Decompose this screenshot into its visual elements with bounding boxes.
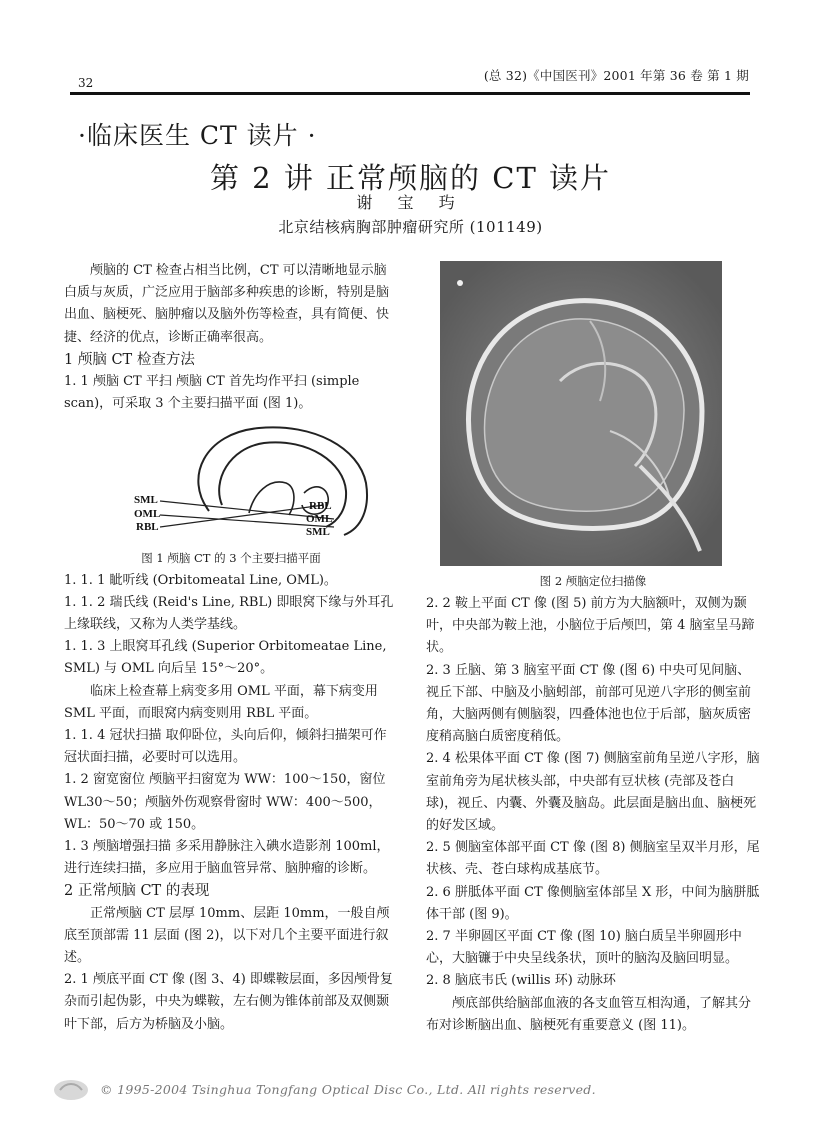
running-head: (总 32)《中国医刊》2001 年第 36 卷 第 1 期: [483, 68, 749, 83]
intro-paragraph: 颅脑的 CT 检查占相当比例，CT 可以清晰地显示脑白质与灰质，广泛应用于脑部多种疾患的诊断，特别是脑出血、脑梗死、脑肿瘤以及脑外伤等检查，具有简便、快捷、经济的优点，诊断正确率很高。: [64, 263, 390, 345]
scan-plane-diagram: [64, 423, 398, 543]
figure-2-scout-image: [440, 261, 722, 566]
label-rbl-left: RBL: [136, 521, 159, 534]
figure-1-diagram: [64, 423, 398, 543]
paragraph-1-3: 1. 3 颅脑增强扫描 多采用静脉注入碘水造影剂 100ml，进行连续扫描，多应用于脑血管异常、脑肿瘤的诊断。: [64, 839, 390, 877]
header-rule: [70, 92, 750, 95]
paragraph-2-3: 2. 3 丘脑、第 3 脑室平面 CT 像 (图 6) 中央可见间脑、视丘下部、中脑及小脑蚓部，前部可见逆八字形的侧室前角，大脑两侧有侧脑裂，四叠体池也位于后部，脑灰质密度稍高脑白质密度稍低。: [426, 662, 752, 745]
copyright-notice: © 1995-2004 Tsinghua Tongfang Optical Disc Co., Ltd. All rights reserved.: [100, 1082, 596, 1097]
paragraph-2-7: 2. 7 半卵圆区平面 CT 像 (图 10) 脑白质呈半卵圆形中心，大脑镰于中央呈线条状，顶叶的脑沟及脑回明显。: [426, 929, 742, 967]
article-title: 第 2 讲 正常颅脑的 CT 读片: [209, 161, 612, 195]
section-heading-1: 1 颅脑 CT 检查方法: [64, 351, 195, 368]
paragraph-2-1: 2. 1 颅底平面 CT 像 (图 3、4) 即蝶鞍层面，多因颅骨复杂而引起伪影，中央为蝶鞍，左右侧为锥体前部及双侧颞叶下部，后方为桥脑及小脑。: [64, 972, 393, 1032]
paragraph-2-2: 2. 2 鞍上平面 CT 像 (图 5) 前方为大脑额叶，双侧为颞叶，中央部为鞍上池，小脑位于后颅凹，第 4 脑室呈马蹄状。: [426, 596, 755, 656]
paragraph-2-6: 2. 6 胼胝体平面 CT 像侧脑室体部呈 X 形，中间为脑胼胝体干部 (图 9)。: [426, 884, 760, 922]
publisher-logo: [52, 1078, 90, 1102]
author: 谢 宝 玙: [356, 193, 465, 212]
paragraph-2: 正常颅脑 CT 层厚 10mm、层距 10mm，一般自颅底至顶部需 11 层面 (图 2)，以下对几个主要平面进行叙述。: [64, 905, 390, 966]
paragraph-2-5: 2. 5 侧脑室体部平面 CT 像 (图 8) 侧脑室呈双半月形，尾状核、壳、苍白球构成基底节。: [426, 840, 760, 878]
label-sml-right: SML: [306, 526, 330, 539]
label-sml-left: SML: [134, 494, 158, 507]
right-column: [426, 593, 760, 1037]
figure-1-caption: 图 1 颅脑 CT 的 3 个主要扫描平面: [141, 551, 321, 566]
paragraph-2-8: 2. 8 脑底韦氏 (willis 环) 动脉环: [426, 973, 616, 989]
paragraph-1-1-3: 1. 1. 3 上眼窝耳孔线 (Superior Orbitomeatae Line, SML) 与 OML 向后呈 15°～20°。: [64, 639, 387, 677]
column-title: ·临床医生 CT 读片 ·: [78, 121, 317, 150]
paragraph-2-8b: 颅底部供给脑部血液的各支血管互相沟通，了解其分布对诊断脑出血、脑梗死有重要意义 (图 11)。: [426, 995, 752, 1033]
left-column: [64, 260, 398, 1036]
paragraph-1-1-3b: 临床上检查幕上病变多用 OML 平面，幕下病变用 SML 平面，而眼窝内病变则用 RBL 平面。: [64, 683, 378, 721]
paragraph-1-1-1: 1. 1. 1 眦听线 (Orbitomeatal Line, OML)。: [64, 572, 337, 588]
ct-scout-scan: [440, 261, 722, 566]
paragraph-1-1-2: 1. 1. 2 瑞氏线 (Reid's Line, RBL) 即眼窝下缘与外耳孔上缘联线，又称为人类学基线。: [64, 594, 394, 633]
label-rbl-right: RBL: [309, 500, 332, 513]
paragraph-1-1-4: 1. 1. 4 冠状扫描 取仰卧位，头向后仰，倾斜扫描架可作冠状面扫描，必要时可以选用。: [64, 728, 387, 766]
label-oml-right: OML: [306, 513, 333, 526]
section-heading-2: 2 正常颅脑 CT 的表现: [64, 883, 210, 900]
paragraph-1-2: 1. 2 窗宽窗位 颅脑平扫窗宽为 WW：100～150，窗位 WL30～50；颅脑外伤观察骨窗时 WW：400～500，WL：50～70 或 150。: [64, 772, 386, 832]
figure-2-caption: 图 2 颅脑定位扫描像: [539, 574, 647, 588]
paragraph-1-1: 1. 1 颅脑 CT 平扫 颅脑 CT 首先均作平扫 (simple scan)，可采取 3 个主要扫描平面 (图 1)。: [64, 374, 360, 412]
paragraph-2-4: 2. 4 松果体平面 CT 像 (图 7) 侧脑室前角呈逆八字形，脑室前角旁为尾状核头部，中央部有豆状核 (壳部及苍白球)，视丘、内囊、外囊及脑岛。此层面是脑出血、脑梗死的好发区域。: [426, 751, 760, 834]
label-oml-left: OML: [134, 508, 161, 521]
affiliation: 北京结核病胸部肿瘤研究所 (101149): [278, 218, 543, 236]
page-number: 32: [78, 76, 94, 90]
